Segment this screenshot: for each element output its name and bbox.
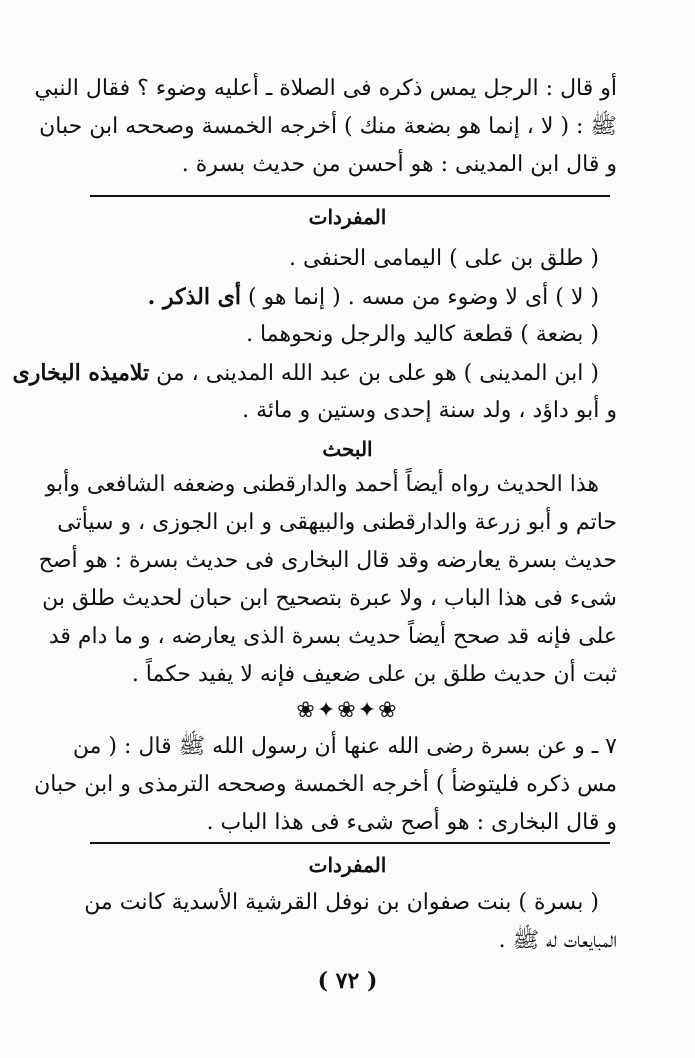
vocabulary-heading: المفردات [308,205,387,229]
vocabulary-item-continued: المبايعات له ﷺ . [498,928,617,953]
vocabulary-item [13,354,599,393]
intro-line-2: ﷺ : ( لا ، إنما هو بضعة منك ) أخرجه الخمسة وصححه ابن حبان [39,114,617,139]
intro-line-1: أو قال : الرجل يمس ذكره فى الصلاة ـ أعليه وضوء ؟ فقال النبي [34,76,617,101]
discussion-line: على فإنه قد صحح أيضاً حديث بسرة الذى يعارضه ، و ما دام قد [48,624,617,649]
vocabulary-item-text: ( لا ) أى لا وضوء من مسه . ( إنما هو ) [240,285,599,310]
discussion-line: ثبت أن حديث طلق بن على ضعيف فإنه لا يفيد حكماً . [131,662,617,687]
discussion-line: شىء فى هذا الباب ، ولا عبرة بتصحيح ابن حبان لحديث طلق بن [42,586,617,611]
ornament-divider: ❀✦❀✦❀ [296,698,399,723]
section-divider [90,195,610,197]
intro-line-3: و قال ابن المدينى : هو أحسن من حديث بسرة . [181,152,617,177]
vocabulary-item-continued: و أبو داؤد ، ولد سنة إحدى وستين و مائة . [242,398,617,423]
hadith-line: ٧ ـ و عن بسرة رضى الله عنها أن رسول الله ﷺ قال : ( من [72,734,617,759]
page-number: ( ٧٢ ) [317,968,378,994]
vocabulary-item: ( بضعة ) قطعة كاليد والرجل ونحوهما . [246,322,599,347]
section-divider [90,842,610,844]
vocabulary-item [148,278,599,317]
vocabulary-item: ( بسرة ) بنت صفوان بن نوفل القرشية الأسدية كانت من [84,890,599,915]
vocabulary-item-emphasis: أى الذكر . [147,284,241,310]
discussion-heading: البحث [322,437,373,461]
hadith-line: و قال البخارى : هو أصح شىء فى هذا الباب . [206,810,617,835]
discussion-line: حاتم و أبو زرعة والدارقطنى والبيهقى و ابن الجوزى ، و سيأتى [57,510,617,535]
hadith-line: مس ذكره فليتوضأ ) أخرجه الخمسة وصححه الترمذى و ابن حبان [34,772,617,797]
vocabulary-item-text: ( ابن المدينى ) هو على بن عبد الله المدينى ، من [149,361,599,386]
vocabulary-item-emphasis: تلاميذه البخارى [12,360,150,386]
discussion-line: حديث بسرة يعارضه وقد قال البخارى فى حديث بسرة : هو أصح [38,548,617,573]
vocabulary-heading: المفردات [308,853,387,877]
discussion-line: هذا الحديث رواه أيضاً أحمد والدارقطنى وضعفه الشافعى وأبو [45,472,599,497]
vocabulary-item: ( طلق بن على ) اليمامى الحنفى . [289,246,599,271]
